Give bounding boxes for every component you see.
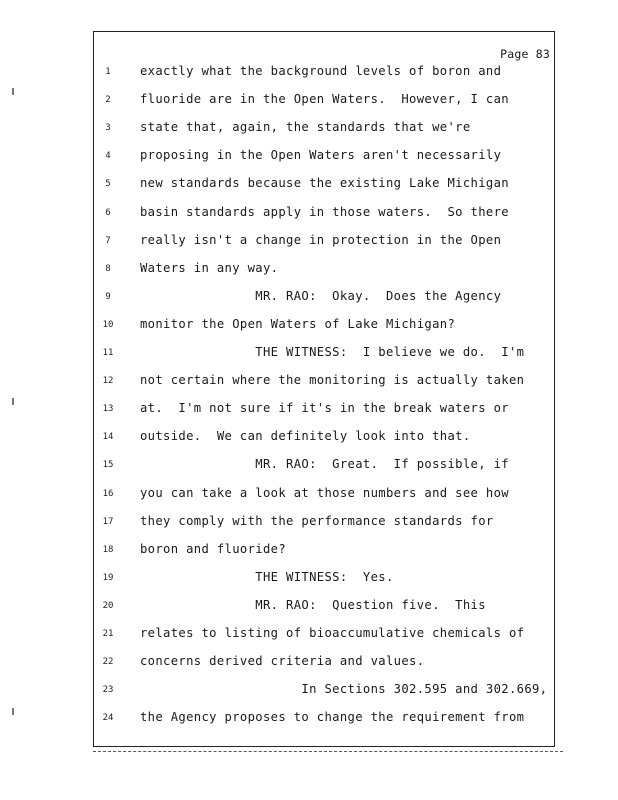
transcript-line <box>93 148 555 168</box>
line-number: 16 <box>102 488 114 499</box>
line-number: 9 <box>105 291 111 302</box>
transcript-line <box>93 401 555 421</box>
line-text: MR. RAO: Question five. This <box>140 597 486 612</box>
line-text: concerns derived criteria and values. <box>140 654 425 669</box>
line-number: 4 <box>105 151 111 162</box>
line-text: proposing in the Open Waters aren't necessarily <box>140 148 502 163</box>
line-number: 1 <box>105 67 111 77</box>
transcript-line <box>93 205 555 225</box>
line-number: 11 <box>102 348 114 358</box>
transcript-line <box>93 289 555 309</box>
margin-mark <box>12 398 14 405</box>
transcript-line <box>93 457 555 477</box>
transcript-line <box>93 598 555 618</box>
transcript-line <box>93 120 555 140</box>
line-text: fluoride are in the Open Waters. However, I can <box>140 92 509 107</box>
line-text: outside. We can definitely look into that. <box>140 429 471 444</box>
margin-mark <box>12 708 14 715</box>
line-text: MR. RAO: Okay. Does the Agency <box>140 288 502 303</box>
line-text: not certain where the monitoring is actually taken <box>140 373 525 388</box>
line-number: 12 <box>102 376 114 387</box>
line-text: basin standards apply in those waters. So there <box>140 204 509 219</box>
transcript-line <box>93 514 555 534</box>
line-text: boron and fluoride? <box>140 541 287 556</box>
transcript-line <box>93 542 555 562</box>
line-text: THE WITNESS: Yes. <box>140 569 394 584</box>
bottom-rule <box>93 751 563 752</box>
transcript-line <box>93 654 555 674</box>
line-text: you can take a look at those numbers and see how <box>140 485 509 500</box>
transcript-line <box>93 233 555 253</box>
line-text: state that, again, the standards that we're <box>140 120 471 135</box>
margin-mark <box>12 88 14 95</box>
line-number: 24 <box>102 713 114 724</box>
line-text: MR. RAO: Great. If possible, if <box>140 457 509 472</box>
transcript-line <box>93 345 555 365</box>
line-text: really isn't a change in protection in the Open <box>140 232 502 247</box>
line-number: 7 <box>105 235 111 246</box>
transcript-line <box>93 710 555 730</box>
line-text: relates to listing of bioaccumulative chemicals of <box>140 626 525 640</box>
transcript-line <box>93 64 555 84</box>
transcript-line <box>93 626 555 646</box>
line-number: 10 <box>102 319 114 330</box>
line-text: at. I'm not sure if it's in the break waters or <box>140 401 509 416</box>
line-text: the Agency proposes to change the requirement from <box>140 710 525 725</box>
line-text: they comply with the performance standards for <box>140 513 494 528</box>
line-number: 17 <box>102 516 114 527</box>
line-number: 19 <box>102 572 114 583</box>
line-number: 20 <box>102 600 114 611</box>
line-text: exactly what the background levels of boron and <box>140 64 502 78</box>
line-number: 5 <box>105 179 111 190</box>
transcript-line <box>93 261 555 281</box>
line-number: 23 <box>102 685 114 696</box>
transcript-line <box>93 570 555 590</box>
line-text: Waters in any way. <box>140 260 279 275</box>
line-number: 22 <box>102 657 114 668</box>
line-text: new standards because the existing Lake Michigan <box>140 176 509 191</box>
line-text: In Sections 302.595 and 302.669, <box>140 682 548 697</box>
line-number: 21 <box>102 629 114 639</box>
transcript-line <box>93 176 555 196</box>
transcript-line <box>93 317 555 337</box>
line-number: 6 <box>105 207 111 218</box>
page-number: Page 83 <box>500 47 550 61</box>
line-number: 3 <box>105 123 111 134</box>
line-text: monitor the Open Waters of Lake Michigan? <box>140 316 456 331</box>
transcript-line <box>93 373 555 393</box>
transcript-line <box>93 92 555 112</box>
line-number: 2 <box>105 95 111 106</box>
line-number: 13 <box>102 404 114 415</box>
line-number: 8 <box>105 263 111 274</box>
line-number: 18 <box>102 544 114 555</box>
transcript-line <box>93 682 555 702</box>
line-number: 15 <box>102 460 114 471</box>
transcript-line <box>93 486 555 506</box>
line-text: THE WITNESS: I believe we do. I'm <box>140 345 525 359</box>
transcript-line <box>93 429 555 449</box>
line-number: 14 <box>102 432 114 443</box>
